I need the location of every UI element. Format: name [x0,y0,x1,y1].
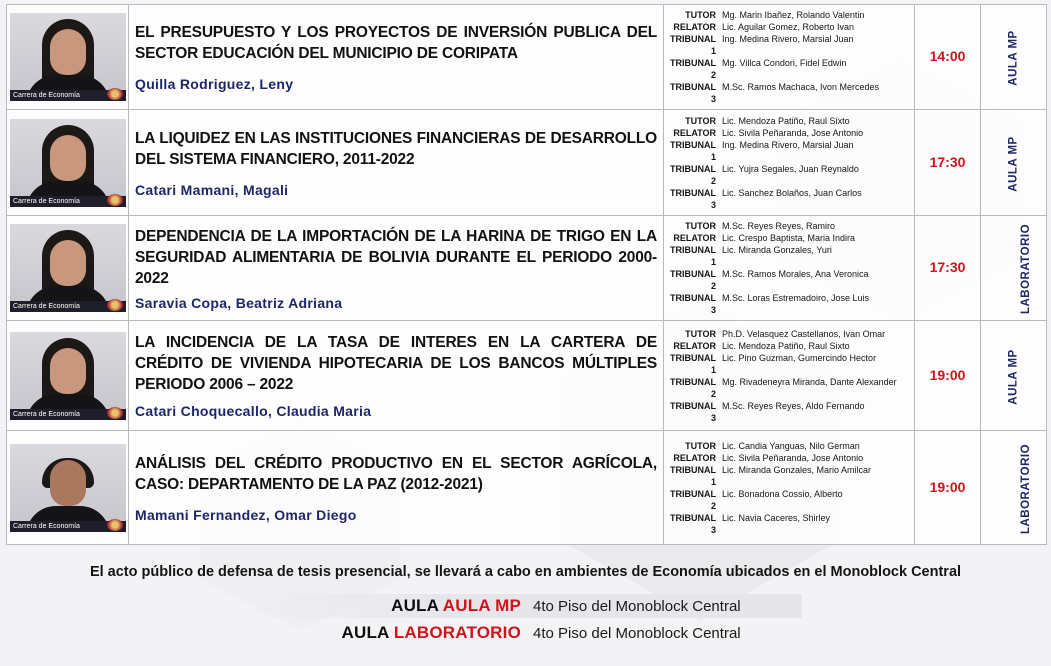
jury-role: TRIBUNAL 2 [670,269,716,291]
location-room [250,623,521,643]
location-room-name: AULA MP [442,596,521,615]
jury-name: Lic. Yujra Segales, Juan Reynaldo [722,163,859,174]
thesis-info-cell [129,110,664,216]
jury-name: Lic. Miranda Gonzales, Yuri [722,245,832,255]
jury-member [670,33,910,57]
student-photo [10,444,126,532]
jury-role: TRIBUNAL 3 [670,293,716,315]
room-cell [981,110,1047,216]
time-cell [915,216,981,321]
location-prefix: AULA [341,623,389,642]
jury-member [670,139,910,163]
jury-name: M.Sc. Ramos Morales, Ana Veronica [722,269,869,279]
thesis-schedule-table [6,4,1047,545]
jury-role: TRIBUNAL 1 [670,352,716,375]
defense-time: 17:30 [929,153,966,170]
thesis-title: DEPENDENCIA DE LA IMPORTACIÓN DE LA HARINA DE TRIGO EN LA SEGURIDAD ALIMENTARIA DE BOLIVIA DURANTE EL PERIODO 2000-2022 [135,227,657,287]
jury-cell [664,321,915,431]
jury-member [670,328,910,340]
jury-member [670,488,910,512]
jury-role: TRIBUNAL 1 [670,464,716,487]
schedule-row [7,431,1047,545]
jury-role: RELATOR [673,233,716,243]
photo-caption: Carrera de Economía [10,90,126,101]
time-cell [915,431,981,545]
defense-time: 14:00 [929,48,966,64]
jury-role: TUTOR [685,328,716,339]
jury-cell [664,216,915,321]
student-name: Saravia Copa, Beatriz Adriana [135,294,343,311]
university-seal-icon [107,519,123,531]
student-name: Catari Choquecallo, Claudia Maria [135,403,372,419]
jury-name: Lic. Sanchez Bolaños, Juan Carlos [722,187,862,198]
student-photo [10,119,126,207]
room-label: LABORATORIO [1020,443,1033,534]
jury-name: Ing. Medina Rivero, Marsial Juan [722,34,854,44]
jury-name: Lic. Aguilar Gomez, Roberto Ivan [722,22,855,32]
schedule-row [7,110,1047,216]
jury-member [670,163,910,187]
location-room [250,596,521,616]
location-row [250,594,802,618]
jury-role: TRIBUNAL 1 [670,245,716,267]
jury-member [670,400,910,424]
jury-member [670,268,910,292]
jury-role: RELATOR [673,22,716,32]
student-name: Mamani Fernandez, Omar Diego [135,506,357,523]
jury-role: TRIBUNAL 2 [670,58,716,80]
room-label: AULA MP [1007,135,1020,192]
schedule-row [7,216,1047,321]
room-cell [981,321,1047,431]
schedule-row [7,321,1047,431]
jury-role: TRIBUNAL 2 [670,488,716,511]
jury-name: Lic. Sivila Peñaranda, Jose Antonio [722,452,864,463]
jury-name: Lic. Miranda Gonzales, Mario Amilcar [722,464,872,475]
jury-name: Ing. Medina Rivero, Marsial Juan [722,139,854,150]
jury-member [670,9,910,21]
jury-member [670,21,910,33]
jury-role: RELATOR [673,340,716,351]
jury-role: TRIBUNAL 3 [670,187,716,210]
jury-role: RELATOR [673,452,716,463]
thesis-info-cell [129,431,664,545]
jury-name: M.Sc. Reyes Reyes, Aldo Fernando [722,400,865,411]
thesis-title: ANÁLISIS DEL CRÉDITO PRODUCTIVO EN EL SECTOR AGRÍCOLA, CASO: DEPARTAMENTO DE LA PAZ (2012-2021) [135,454,657,493]
room-cell [981,216,1047,321]
jury-name: Mg. Rivadeneyra Miranda, Dante Alexander [722,376,897,387]
jury-name: Lic. Sivila Peñaranda, Jose Antonio [722,127,864,138]
time-cell [915,5,981,110]
jury-name: Lic. Crespo Baptista, Maria Indira [722,233,856,243]
thesis-info-cell [129,5,664,110]
defense-time: 19:00 [929,478,966,495]
university-seal-icon [107,88,123,100]
location-row [250,621,802,645]
thesis-title: EL PRESUPUESTO Y LOS PROYECTOS DE INVERSIÓN PUBLICA DEL SECTOR EDUCACIÓN DEL MUNICIPIO DE CORIPATA [135,24,657,62]
jury-member [670,376,910,400]
student-photo [10,224,126,312]
room-cell [981,431,1047,545]
photo-cell [7,110,129,216]
defense-time: 17:30 [929,259,966,275]
student-photo [10,13,126,101]
jury-role: TUTOR [685,440,716,451]
jury-name: Lic. Mendoza Patiño, Raul Sixto [722,115,850,126]
jury-role: TRIBUNAL 1 [670,139,716,162]
photo-caption: Carrera de Economía [10,409,126,420]
schedule-row [7,5,1047,110]
photo-caption: Carrera de Economía [10,301,126,312]
jury-role: TRIBUNAL 2 [670,376,716,399]
jury-role: TRIBUNAL 3 [670,512,716,535]
jury-member [670,220,910,232]
jury-role: RELATOR [673,127,716,138]
room-cell [981,5,1047,110]
jury-member [670,81,910,105]
room-label: LABORATORIO [1020,223,1033,315]
photo-cell [7,431,129,545]
jury-member [670,232,910,244]
jury-member [670,464,910,488]
student-name: Quilla Rodriguez, Leny [135,76,294,92]
jury-cell [664,110,915,216]
jury-member [670,127,910,139]
jury-member [670,187,910,211]
room-label: AULA MP [1007,30,1020,86]
thesis-title: LA LIQUIDEZ EN LAS INSTITUCIONES FINANCIERAS DE DESARROLLO DEL SISTEMA FINANCIERO, 2011-2022 [135,129,657,168]
jury-cell [664,431,915,545]
photo-cell [7,321,129,431]
defense-notice: El acto público de defensa de tesis presencial, se llevará a cabo en ambientes de Economía ubicados en el Monoblock Central [89,564,962,580]
jury-member [670,292,910,316]
photo-caption: Carrera de Economía [10,196,126,207]
photo-cell [7,216,129,321]
jury-member [670,512,910,536]
jury-role: TUTOR [685,10,716,20]
jury-member [670,340,910,352]
jury-member [670,440,910,452]
jury-name: Mg. Marin Ibañez, Rolando Valentin [722,10,865,20]
location-place: 4to Piso del Monoblock Central [533,597,741,615]
jury-name: Lic. Mendoza Patiño, Raul Sixto [722,340,850,351]
jury-name: Ph.D. Velasquez Castellanos, Ivan Omar [722,328,886,339]
jury-name: Lic. Bonadona Cossio, Alberto [722,488,843,499]
jury-member [670,115,910,127]
jury-member [670,244,910,268]
student-name: Catari Mamani, Magali [135,181,289,198]
time-cell [915,110,981,216]
student-photo [10,332,126,420]
photo-caption: Carrera de Economía [10,521,126,532]
jury-name: M.Sc. Ramos Machaca, Ivon Mercedes [722,82,880,92]
thesis-info-cell [129,216,664,321]
jury-role: TUTOR [685,221,716,231]
jury-name: Lic. Candia Yanguas, Nilo German [722,440,860,451]
time-cell [915,321,981,431]
photo-cell [7,5,129,110]
location-room-name: LABORATORIO [393,623,521,642]
location-place: 4to Piso del Monoblock Central [533,624,741,642]
jury-name: M.Sc. Reyes Reyes, Ramiro [722,221,836,231]
thesis-title: LA INCIDENCIA DE LA TASA DE INTERES EN LA CARTERA DE CRÉDITO DE VIVIENDA HIPOTECARIA DE LOS BANCOS MÚLTIPLES PERIODO 2006 – 2022 [135,334,657,393]
jury-role: TUTOR [685,115,716,126]
location-prefix: AULA [391,596,439,615]
jury-member [670,57,910,81]
jury-name: Lic. Pino Guzman, Gumercindo Hector [722,352,877,363]
jury-name: M.Sc. Loras Estremadoiro, Jose Luis [722,293,870,303]
jury-role: TRIBUNAL 3 [670,82,716,104]
defense-time: 19:00 [929,366,966,383]
jury-member [670,452,910,464]
jury-role: TRIBUNAL 3 [670,400,716,423]
jury-role: TRIBUNAL 2 [670,163,716,186]
university-seal-icon [107,299,123,311]
jury-name: Lic. Navia Caceres, Shirley [722,512,831,523]
jury-name: Mg. Villca Condori, Fidel Edwin [722,58,847,68]
university-seal-icon [107,194,123,206]
room-label: AULA MP [1007,348,1020,405]
university-seal-icon [107,407,123,419]
jury-cell [664,5,915,110]
jury-member [670,352,910,376]
thesis-info-cell [129,321,664,431]
jury-role: TRIBUNAL 1 [670,34,716,56]
